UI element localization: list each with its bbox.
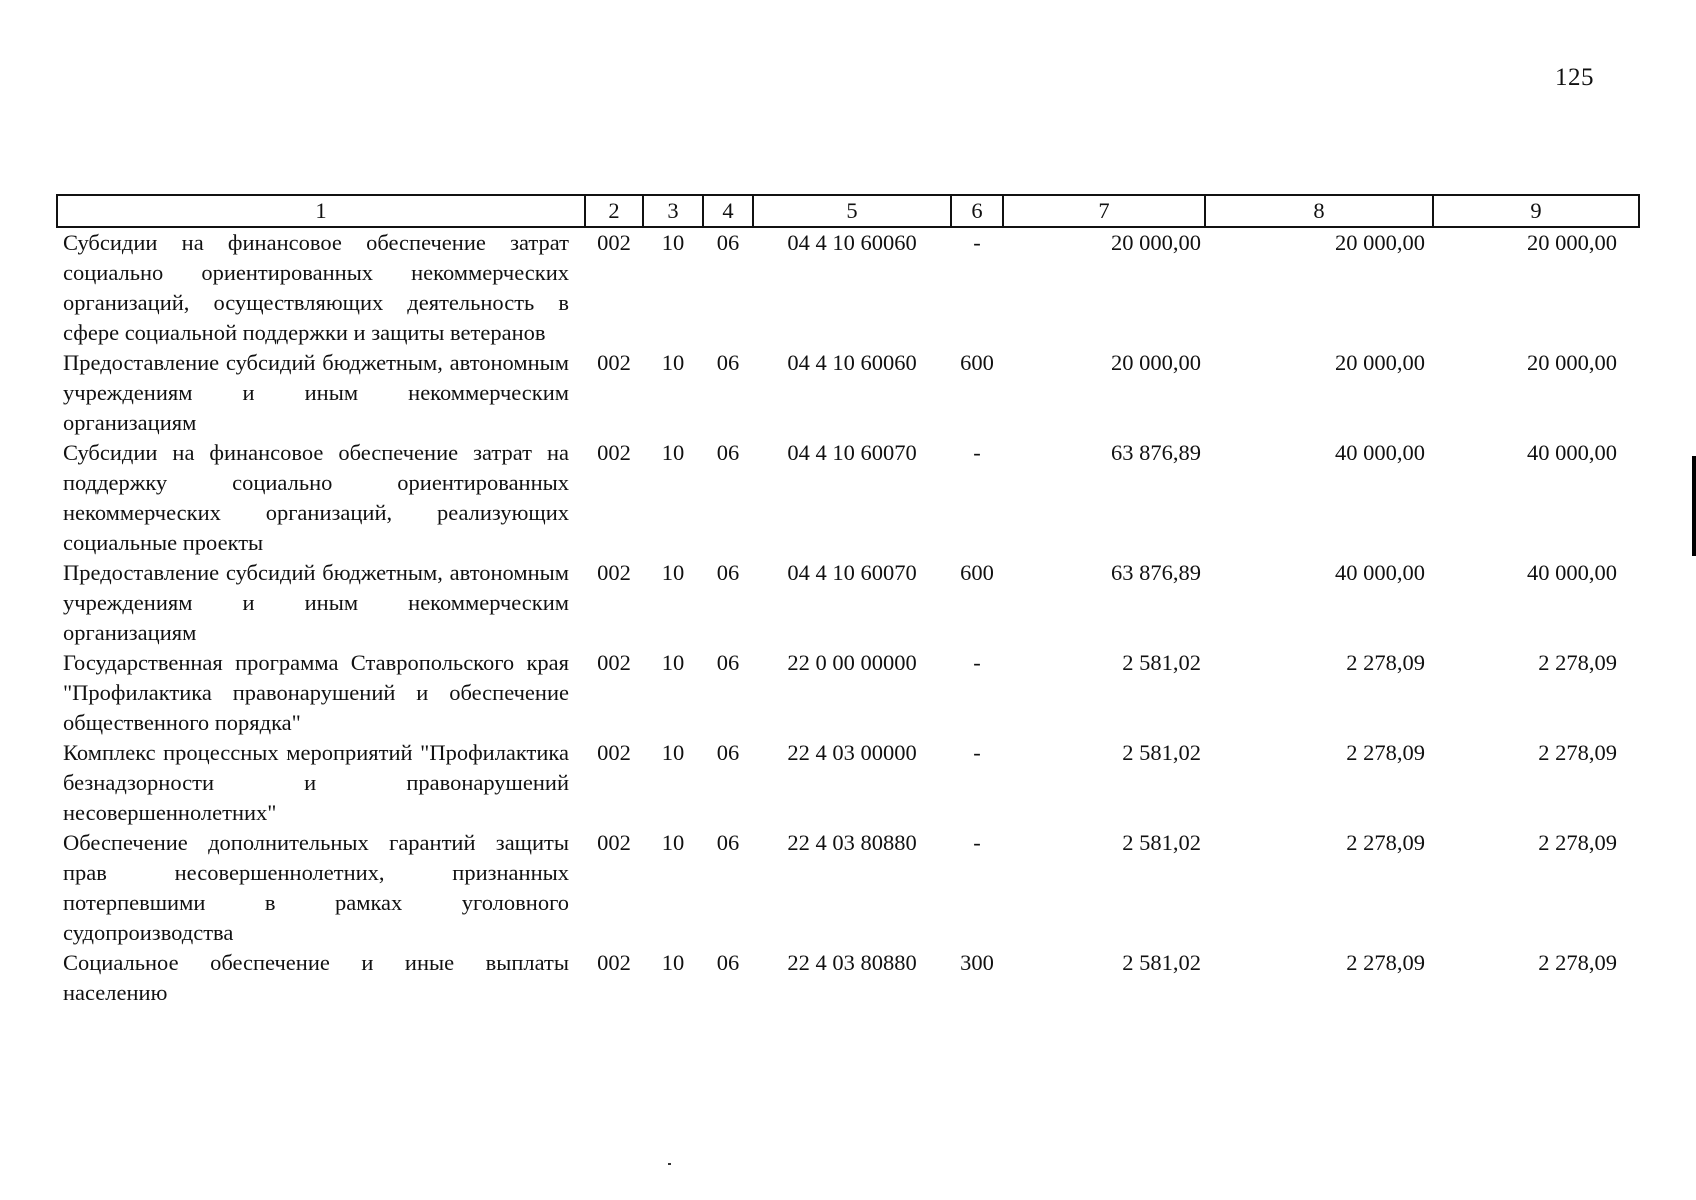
table-row <box>57 348 1639 438</box>
row-target-article: 22 4 03 80880 <box>787 830 917 855</box>
row-amount-col8: 2 278,09 <box>1346 830 1425 855</box>
row-amount-col9: 40 000,00 <box>1527 560 1617 585</box>
row-ministry-code: 002 <box>597 950 631 975</box>
table-row <box>57 828 1639 948</box>
row-section-code: 10 <box>661 830 685 855</box>
row-target-article: 04 4 10 60060 <box>787 230 917 255</box>
row-section-code: 10 <box>661 950 685 975</box>
header-col-2: 2 <box>585 195 643 227</box>
row-section-code: 10 <box>661 350 685 375</box>
row-expense-type: 600 <box>960 560 994 585</box>
table-row <box>57 227 1639 348</box>
row-subsection-code: 06 <box>716 650 740 675</box>
row-amount-col8: 2 278,09 <box>1346 650 1425 675</box>
table-header <box>57 195 1639 227</box>
row-ministry-code: 002 <box>597 830 631 855</box>
row-ministry-code: 002 <box>597 230 631 255</box>
row-expense-type: - <box>973 830 981 855</box>
row-amount-col8: 2 278,09 <box>1346 950 1425 975</box>
row-subsection-code: 06 <box>716 350 740 375</box>
row-description: Предоставление субсидий бюджетным, автономным учреждениям и иным некоммерческим организациям <box>63 560 569 645</box>
row-amount-col9: 2 278,09 <box>1538 650 1617 675</box>
scan-edge-mark <box>1692 456 1696 556</box>
header-col-5: 5 <box>753 195 951 227</box>
row-amount-col9: 20 000,00 <box>1527 230 1617 255</box>
row-amount-col7: 20 000,00 <box>1111 230 1201 255</box>
row-expense-type: - <box>973 440 981 465</box>
row-target-article: 22 4 03 00000 <box>787 740 917 765</box>
row-ministry-code: 002 <box>597 560 631 585</box>
row-amount-col7: 2 581,02 <box>1122 950 1201 975</box>
table-body <box>57 227 1639 1008</box>
row-expense-type: 600 <box>960 350 994 375</box>
row-section-code: 10 <box>661 440 685 465</box>
row-description: Обеспечение дополнительных гарантий защиты прав несовершеннолетних, признанных потерпевшими в рамках уголовного судопроизводства <box>63 830 569 945</box>
row-amount-col9: 2 278,09 <box>1538 830 1617 855</box>
header-col-3: 3 <box>643 195 703 227</box>
table-row <box>57 558 1639 648</box>
row-subsection-code: 06 <box>716 440 740 465</box>
row-amount-col8: 40 000,00 <box>1335 560 1425 585</box>
row-ministry-code: 002 <box>597 350 631 375</box>
row-target-article: 04 4 10 60070 <box>787 560 917 585</box>
row-ministry-code: 002 <box>597 740 631 765</box>
header-col-9: 9 <box>1433 195 1639 227</box>
row-expense-type: - <box>973 230 981 255</box>
row-subsection-code: 06 <box>716 950 740 975</box>
header-row <box>57 195 1639 227</box>
row-amount-col7: 63 876,89 <box>1111 440 1201 465</box>
row-amount-col8: 20 000,00 <box>1335 350 1425 375</box>
header-col-4: 4 <box>703 195 753 227</box>
row-expense-type: - <box>973 650 981 675</box>
header-col-8: 8 <box>1205 195 1433 227</box>
header-col-1: 1 <box>57 195 585 227</box>
row-section-code: 10 <box>661 560 685 585</box>
row-amount-col8: 20 000,00 <box>1335 230 1425 255</box>
table-row <box>57 438 1639 558</box>
row-description: Субсидии на финансовое обеспечение затрат на поддержку социально ориентированных некоммерческих организаций, реализующих социальные проекты <box>63 440 569 555</box>
row-amount-col9: 20 000,00 <box>1527 350 1617 375</box>
row-amount-col7: 2 581,02 <box>1122 830 1201 855</box>
row-amount-col8: 40 000,00 <box>1335 440 1425 465</box>
row-subsection-code: 06 <box>716 230 740 255</box>
budget-table <box>56 194 1640 1008</box>
row-amount-col9: 40 000,00 <box>1527 440 1617 465</box>
page-number: 125 <box>1555 64 1594 91</box>
row-subsection-code: 06 <box>716 740 740 765</box>
row-subsection-code: 06 <box>716 560 740 585</box>
row-amount-col7: 20 000,00 <box>1111 350 1201 375</box>
row-expense-type: 300 <box>960 950 994 975</box>
row-subsection-code: 06 <box>716 830 740 855</box>
table-row <box>57 648 1639 738</box>
row-amount-col9: 2 278,09 <box>1538 740 1617 765</box>
table-row <box>57 738 1639 828</box>
row-target-article: 22 4 03 80880 <box>787 950 917 975</box>
row-ministry-code: 002 <box>597 650 631 675</box>
row-ministry-code: 002 <box>597 440 631 465</box>
row-amount-col9: 2 278,09 <box>1538 950 1617 975</box>
row-description: Субсидии на финансовое обеспечение затрат социально ориентированных некоммерческих организаций, осуществляющих деятельность в сфере социальной поддержки и защиты ветеранов <box>63 230 569 345</box>
row-section-code: 10 <box>661 650 685 675</box>
row-amount-col7: 2 581,02 <box>1122 740 1201 765</box>
table-row <box>57 948 1639 1008</box>
row-section-code: 10 <box>661 740 685 765</box>
scan-dust-mark <box>668 1163 671 1165</box>
row-amount-col7: 63 876,89 <box>1111 560 1201 585</box>
row-section-code: 10 <box>661 230 685 255</box>
row-target-article: 22 0 00 00000 <box>787 650 917 675</box>
row-description: Государственная программа Ставропольского края "Профилактика правонарушений и обеспечение общественного порядка" <box>63 650 569 735</box>
header-col-7: 7 <box>1003 195 1205 227</box>
row-amount-col8: 2 278,09 <box>1346 740 1425 765</box>
row-target-article: 04 4 10 60070 <box>787 440 917 465</box>
row-target-article: 04 4 10 60060 <box>787 350 917 375</box>
row-expense-type: - <box>973 740 981 765</box>
row-description: Комплекс процессных мероприятий "Профилактика безнадзорности и правонарушений несовершеннолетних" <box>63 740 569 825</box>
row-description: Социальное обеспечение и иные выплаты населению <box>63 950 569 1005</box>
row-description: Предоставление субсидий бюджетным, автономным учреждениям и иным некоммерческим организациям <box>63 350 569 435</box>
header-col-6: 6 <box>951 195 1003 227</box>
row-amount-col7: 2 581,02 <box>1122 650 1201 675</box>
